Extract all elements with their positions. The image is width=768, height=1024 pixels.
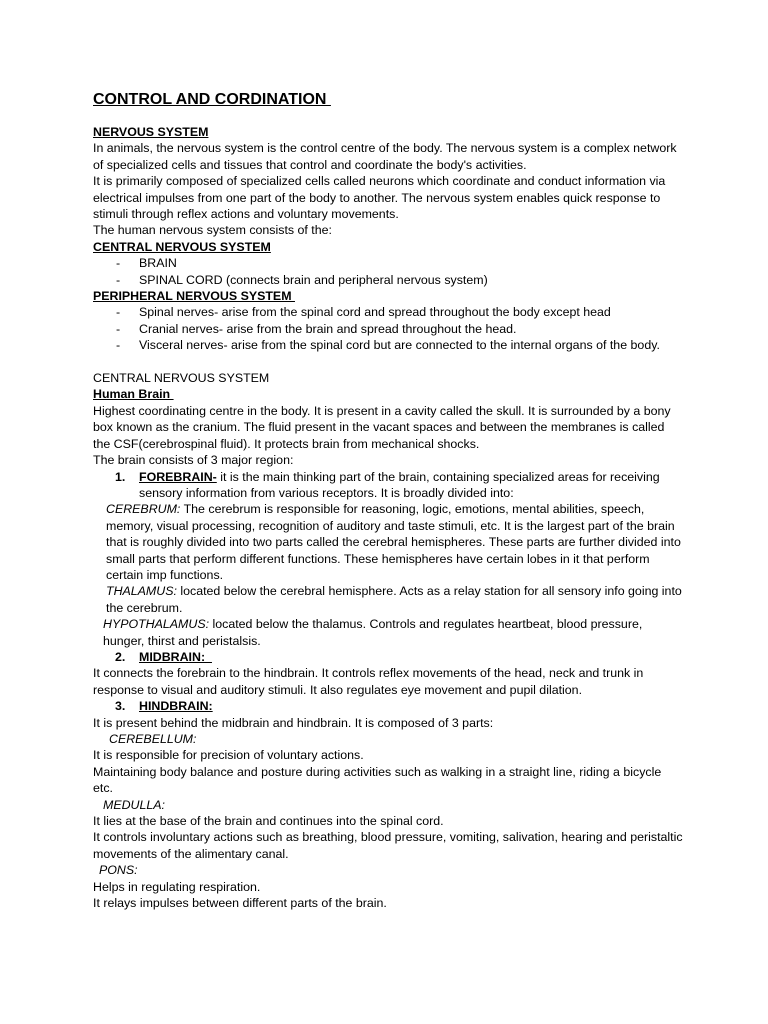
list-item — [93, 272, 683, 288]
midbrain-label: MIDBRAIN: — [139, 649, 212, 664]
forebrain-item — [93, 469, 683, 502]
pns-list — [93, 304, 683, 353]
medulla-label: MEDULLA: — [103, 797, 165, 812]
bullet-marker: - — [116, 305, 121, 320]
thalamus-paragraph — [93, 583, 683, 616]
bullet-marker: - — [116, 321, 121, 336]
pons-label: PONS: — [99, 863, 138, 878]
hindbrain-text: It is present behind the midbrain and hindbrain. It is composed of 3 parts: — [93, 715, 494, 730]
list-item — [93, 255, 683, 271]
hindbrain-item — [93, 698, 683, 714]
hindbrain-label: HINDBRAIN: — [139, 699, 213, 714]
forebrain-label: FOREBRAIN- — [139, 469, 217, 484]
cerebrum-label: CEREBRUM: — [106, 502, 181, 517]
hypothalamus-paragraph — [93, 616, 683, 649]
paragraph: It lies at the base of the brain and continues into the spinal cord. — [93, 814, 444, 829]
paragraph: The brain consists of 3 major region: — [93, 453, 294, 468]
hypothalamus-text: located below the thalamus. Controls and regulates heartbeat, blood pressure, hunger, thirst and peristalsis. — [103, 617, 643, 648]
nervous-system-heading: NERVOUS SYSTEM — [93, 125, 209, 139]
paragraph: In animals, the nervous system is the control centre of the body. The nervous system is a complex network of specialized cells and tissues that control and coordinate the body's activities. — [93, 141, 677, 172]
cerebrum-paragraph — [93, 501, 683, 583]
list-item — [93, 304, 683, 320]
section-label: CENTRAL NERVOUS SYSTEM — [93, 371, 270, 386]
human-brain-heading: Human Brain — [93, 387, 174, 402]
list-item-text: SPINAL CORD (connects brain and peripheral nervous system) — [139, 272, 488, 287]
midbrain-item — [93, 649, 683, 665]
cerebellum-label: CEREBELLUM: — [109, 732, 197, 747]
paragraph: It is responsible for precision of voluntary actions. — [93, 748, 364, 763]
list-number: 1. — [115, 469, 126, 484]
cns-heading: CENTRAL NERVOUS SYSTEM — [93, 239, 271, 254]
paragraph: Maintaining body balance and posture during activities such as walking in a straight line, riding a bicycle etc. — [93, 764, 662, 796]
paragraph: It controls involuntary actions such as breathing, blood pressure, vomiting, salivation, hearing and peristaltic movements of the alimentary canal. — [93, 830, 683, 861]
list-item-text: BRAIN — [139, 256, 177, 271]
list-number: 3. — [115, 699, 126, 714]
cerebrum-text: The cerebrum is responsible for reasoning, logic, emotions, mental abilities, speech, memory, visual processing, recognition of auditory and taste stimuli, etc. It is the largest part of the brain that is roughly divided into two parts called the cerebral hemispheres. These parts are further divided into small parts that perform different functions. These hemispheres have certain lobes in it that perform certain imp functions. — [106, 502, 681, 582]
bullet-marker: - — [116, 256, 121, 271]
midbrain-text: It connects the forebrain to the hindbrain. It controls reflex movements of the head, neck and trunk in response to visual and auditory stimuli. It also regulates eye movement and pupil dilation. — [93, 666, 644, 697]
forebrain-text: it is the main thinking part of the brain, containing specialized areas for receiving sensory information from various receptors. It is broadly divided into: — [139, 469, 660, 500]
blank-line — [93, 354, 683, 370]
list-item — [93, 337, 683, 353]
paragraph: Highest coordinating centre in the body. It is present in a cavity called the skull. It is surrounded by a bony box known as the cranium. The fluid present in the vacant spaces and between the membranes is called the CSF(cerebrospinal fluid). It protects brain from mechanical shocks. — [93, 403, 671, 451]
thalamus-text: located below the cerebral hemisphere. Acts as a relay station for all sensory info going into the cerebrum. — [106, 584, 682, 615]
cns-list — [93, 255, 683, 288]
list-item — [93, 321, 683, 337]
list-item-text: Spinal nerves- arise from the spinal cord and spread throughout the body except head — [139, 305, 611, 320]
document-body — [93, 90, 683, 911]
paragraph: It relays impulses between different parts of the brain. — [93, 896, 387, 911]
paragraph: The human nervous system consists of the: — [93, 223, 332, 238]
list-number: 2. — [115, 649, 126, 664]
hypothalamus-label: HYPOTHALAMUS: — [103, 617, 210, 632]
list-item-text: Cranial nerves- arise from the brain and spread throughout the head. — [139, 321, 517, 336]
list-item-text: Visceral nerves- arise from the spinal cord but are connected to the internal organs of the body. — [139, 338, 660, 353]
bullet-marker: - — [116, 272, 121, 287]
paragraph: It is primarily composed of specialized cells called neurons which coordinate and conduct information via electrical impulses from one part of the body to another. The nervous system enables quick response to stimuli through reflex actions and voluntary movements. — [93, 174, 666, 222]
bullet-marker: - — [116, 338, 121, 353]
paragraph: Helps in regulating respiration. — [93, 879, 261, 894]
thalamus-label: THALAMUS: — [106, 584, 177, 599]
document-title: CONTROL AND CORDINATION — [93, 91, 331, 108]
pns-heading: PERIPHERAL NERVOUS SYSTEM — [93, 289, 295, 304]
